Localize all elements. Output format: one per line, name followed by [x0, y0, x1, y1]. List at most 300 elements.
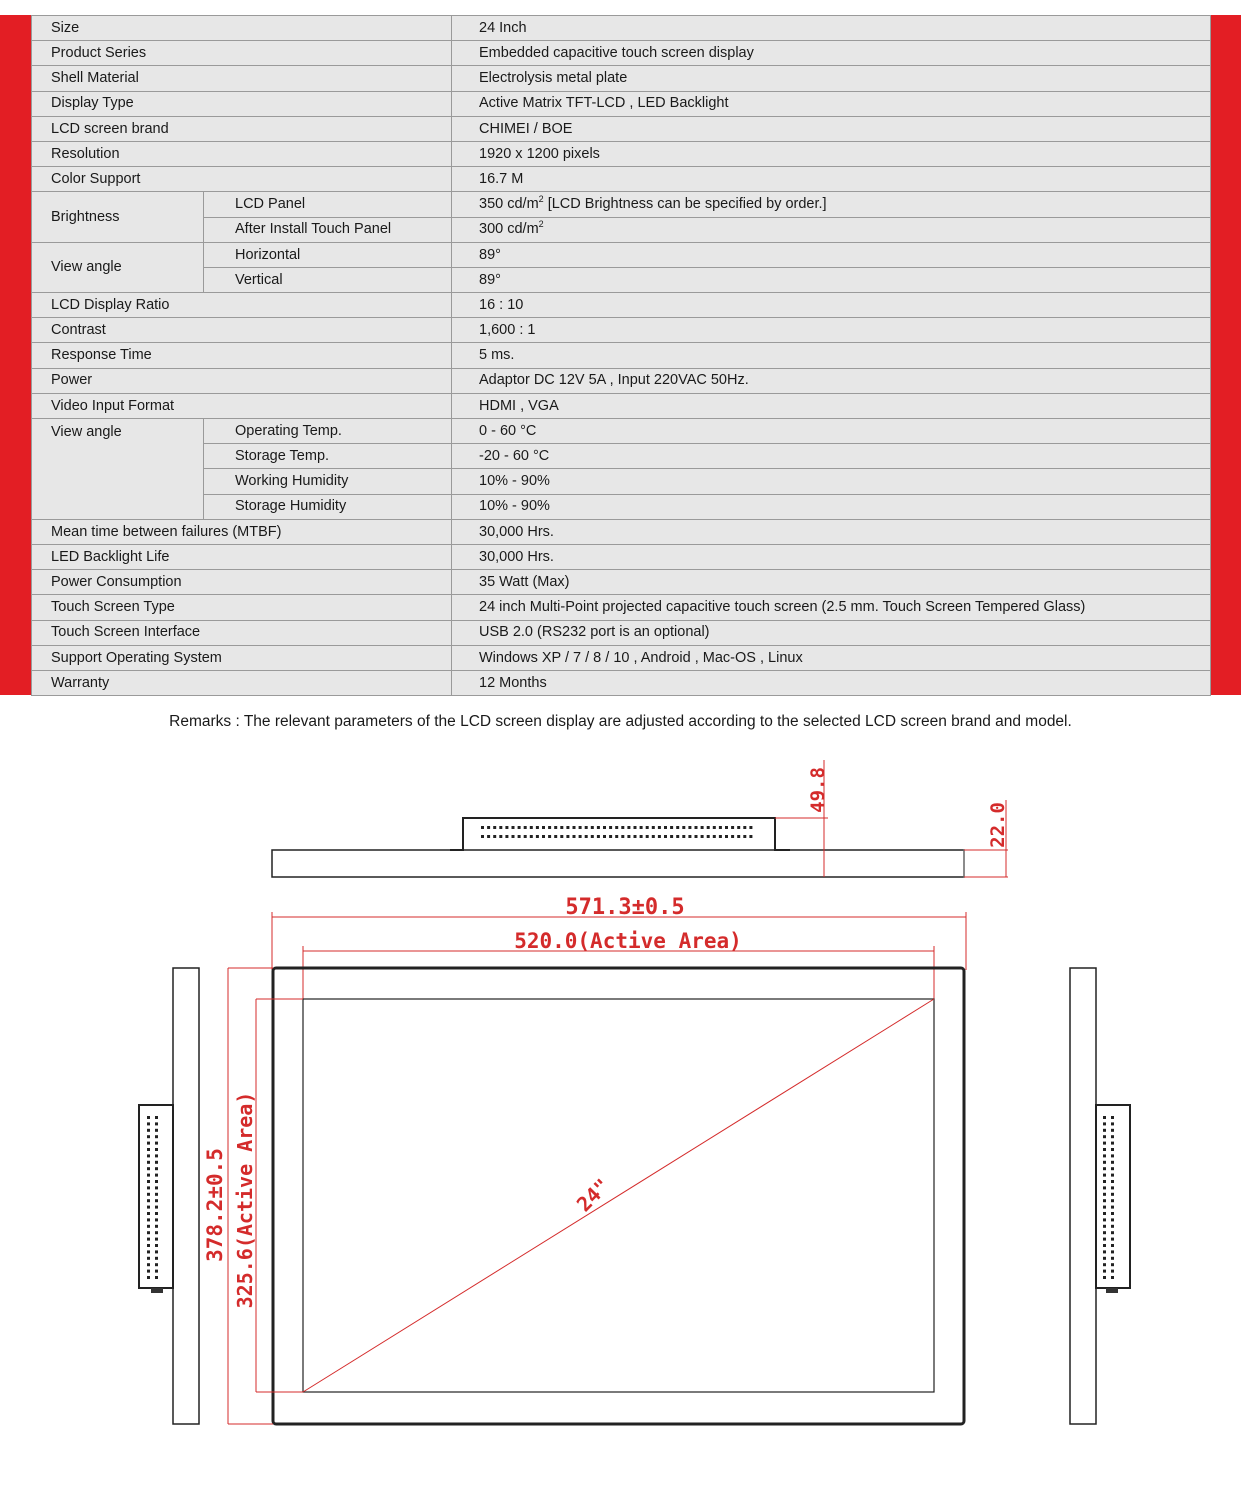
- vent-hole: [1111, 1154, 1114, 1157]
- spec-label: Contrast: [32, 318, 452, 343]
- vent-hole: [487, 835, 490, 838]
- vent-hole: [1103, 1129, 1106, 1132]
- table-row: [32, 595, 1211, 620]
- spec-value: 12 Months: [452, 670, 1211, 695]
- vent-hole: [670, 835, 673, 838]
- vent-hole: [676, 835, 679, 838]
- vent-hole: [518, 826, 521, 829]
- vent-hole: [579, 826, 582, 829]
- vent-hole: [743, 826, 746, 829]
- vent-hole: [627, 835, 630, 838]
- vent-hole: [147, 1238, 150, 1241]
- vent-hole: [1111, 1167, 1114, 1170]
- vent-hole: [615, 835, 618, 838]
- spec-value: 89°: [452, 267, 1211, 292]
- depth-panel-label: 22.0: [987, 802, 1009, 848]
- vent-hole: [737, 826, 740, 829]
- vent-hole: [1103, 1199, 1106, 1202]
- vent-hole: [719, 835, 722, 838]
- spec-value: USB 2.0 (RS232 port is an optional): [452, 620, 1211, 645]
- table-row: [32, 670, 1211, 695]
- left-side-vent-holes: [147, 1116, 158, 1279]
- vent-hole: [155, 1193, 158, 1196]
- vent-hole: [1111, 1238, 1114, 1241]
- vent-hole: [560, 835, 563, 838]
- vent-hole: [1111, 1142, 1114, 1145]
- vent-hole: [609, 826, 612, 829]
- vent-hole: [155, 1206, 158, 1209]
- vent-hole: [147, 1135, 150, 1138]
- vent-hole: [731, 835, 734, 838]
- right-red-bar: [1210, 15, 1241, 695]
- vent-hole: [566, 835, 569, 838]
- vent-hole: [155, 1225, 158, 1228]
- vent-hole: [701, 835, 704, 838]
- vent-hole: [652, 835, 655, 838]
- vent-hole: [1111, 1231, 1114, 1234]
- table-row: [32, 419, 1211, 444]
- vent-hole: [1103, 1135, 1106, 1138]
- table-row: [32, 91, 1211, 116]
- table-row: [32, 469, 1211, 494]
- table-row: [32, 116, 1211, 141]
- right-side-connector: [1106, 1288, 1118, 1293]
- vent-hole: [1103, 1206, 1106, 1209]
- vent-hole: [147, 1167, 150, 1170]
- vent-hole: [147, 1122, 150, 1125]
- table-row: [32, 293, 1211, 318]
- vent-hole: [640, 826, 643, 829]
- vent-hole: [155, 1167, 158, 1170]
- vent-hole: [524, 826, 527, 829]
- height-total-label: 378.2±0.5: [203, 1148, 227, 1262]
- vent-hole: [652, 826, 655, 829]
- vent-hole: [155, 1129, 158, 1132]
- spec-value: 5 ms.: [452, 343, 1211, 368]
- dimension-drawing: [0, 740, 1241, 1500]
- vent-hole: [603, 826, 606, 829]
- spec-value: [452, 217, 1211, 242]
- vent-hole: [634, 826, 637, 829]
- vent-hole: [155, 1238, 158, 1241]
- spec-value: 1920 x 1200 pixels: [452, 141, 1211, 166]
- vent-hole: [147, 1129, 150, 1132]
- spec-sub-label: Horizontal: [204, 242, 452, 267]
- vent-hole: [147, 1154, 150, 1157]
- vent-hole: [155, 1212, 158, 1215]
- spec-value: 1,600 : 1: [452, 318, 1211, 343]
- table-row: [32, 494, 1211, 519]
- vent-hole: [597, 835, 600, 838]
- vent-hole: [155, 1263, 158, 1266]
- spec-value: Windows XP / 7 / 8 / 10 , Android , Mac-OS , Linux: [452, 645, 1211, 670]
- vent-hole: [147, 1225, 150, 1228]
- spec-label: Support Operating System: [32, 645, 452, 670]
- vent-hole: [147, 1186, 150, 1189]
- vent-hole: [1103, 1250, 1106, 1253]
- vent-hole: [147, 1250, 150, 1253]
- vent-hole: [530, 835, 533, 838]
- spec-sub-label: Storage Humidity: [204, 494, 452, 519]
- spec-value: Electrolysis metal plate: [452, 66, 1211, 91]
- spec-value: 16 : 10: [452, 293, 1211, 318]
- vent-hole: [1103, 1116, 1106, 1119]
- vent-hole: [147, 1142, 150, 1145]
- spec-value: [452, 192, 1211, 217]
- vent-hole: [731, 826, 734, 829]
- left-side-connector: [151, 1288, 163, 1293]
- vent-hole: [147, 1218, 150, 1221]
- vent-hole: [155, 1270, 158, 1273]
- vent-hole: [664, 835, 667, 838]
- vent-hole: [1111, 1174, 1114, 1177]
- table-row: [32, 242, 1211, 267]
- vent-hole: [585, 835, 588, 838]
- vent-hole: [627, 826, 630, 829]
- vent-hole: [646, 826, 649, 829]
- vent-hole: [640, 835, 643, 838]
- vent-hole: [147, 1257, 150, 1260]
- spec-sub-label: Operating Temp.: [204, 419, 452, 444]
- vent-hole: [155, 1186, 158, 1189]
- top-view: [272, 818, 1006, 877]
- vent-hole: [1103, 1276, 1106, 1279]
- vent-hole: [155, 1199, 158, 1202]
- table-row: [32, 519, 1211, 544]
- spec-label: Product Series: [32, 41, 452, 66]
- vent-hole: [701, 826, 704, 829]
- spec-label: Color Support: [32, 167, 452, 192]
- spec-value: 35 Watt (Max): [452, 570, 1211, 595]
- vent-hole: [147, 1199, 150, 1202]
- spec-value: HDMI , VGA: [452, 393, 1211, 418]
- vent-hole: [566, 826, 569, 829]
- table-row: [32, 167, 1211, 192]
- vent-hole: [1111, 1193, 1114, 1196]
- vent-hole: [688, 835, 691, 838]
- vent-hole: [155, 1231, 158, 1234]
- vent-hole: [695, 835, 698, 838]
- vent-hole: [147, 1231, 150, 1234]
- table-row: [32, 217, 1211, 242]
- table-row: [32, 620, 1211, 645]
- spec-sub-label: Storage Temp.: [204, 444, 452, 469]
- vent-hole: [1111, 1250, 1114, 1253]
- top-view-bezel-edge: [964, 850, 1006, 877]
- vent-hole: [658, 826, 661, 829]
- vent-hole: [591, 835, 594, 838]
- spec-label: Power Consumption: [32, 570, 452, 595]
- vent-hole: [573, 826, 576, 829]
- spec-sub-label: Vertical: [204, 267, 452, 292]
- vent-hole: [1111, 1180, 1114, 1183]
- vent-hole: [682, 826, 685, 829]
- vent-hole: [155, 1142, 158, 1145]
- table-row: [32, 393, 1211, 418]
- vent-hole: [542, 835, 545, 838]
- vent-hole: [1103, 1154, 1106, 1157]
- width-active-label: 520.0(Active Area): [514, 929, 742, 953]
- vent-hole: [147, 1270, 150, 1273]
- spec-label: Size: [32, 16, 452, 41]
- vent-hole: [646, 835, 649, 838]
- spec-value: Adaptor DC 12V 5A , Input 220VAC 50Hz.: [452, 368, 1211, 393]
- vent-hole: [554, 835, 557, 838]
- remarks-note: Remarks : The relevant parameters of the LCD screen display are adjusted according to the selected LCD screen brand and model.: [169, 713, 1072, 730]
- table-row: [32, 192, 1211, 217]
- vent-hole: [155, 1244, 158, 1247]
- left-red-bar: [0, 15, 31, 695]
- vent-hole: [1111, 1244, 1114, 1247]
- vent-hole: [1111, 1129, 1114, 1132]
- vent-hole: [1111, 1276, 1114, 1279]
- vent-hole: [1103, 1193, 1106, 1196]
- vent-hole: [536, 826, 539, 829]
- spec-label: Touch Screen Type: [32, 595, 452, 620]
- vent-hole: [1111, 1270, 1114, 1273]
- vent-hole: [147, 1180, 150, 1183]
- table-row: [32, 645, 1211, 670]
- vent-hole: [603, 835, 606, 838]
- spec-value: 30,000 Hrs.: [452, 519, 1211, 544]
- vent-hole: [155, 1148, 158, 1151]
- vent-hole: [634, 835, 637, 838]
- vent-hole: [548, 835, 551, 838]
- spec-label: Warranty: [32, 670, 452, 695]
- vent-hole: [1103, 1212, 1106, 1215]
- diagonal-label: 24": [571, 1173, 615, 1217]
- spec-group-label: Brightness: [32, 192, 204, 242]
- vent-hole: [621, 835, 624, 838]
- vent-hole: [1103, 1270, 1106, 1273]
- vent-hole: [493, 835, 496, 838]
- vent-hole: [147, 1161, 150, 1164]
- vent-hole: [155, 1174, 158, 1177]
- vent-hole: [1111, 1206, 1114, 1209]
- vent-hole: [560, 826, 563, 829]
- spec-sub-label: After Install Touch Panel: [204, 217, 452, 242]
- spec-value: Active Matrix TFT-LCD , LED Backlight: [452, 91, 1211, 116]
- vent-hole: [1103, 1263, 1106, 1266]
- vent-hole: [147, 1206, 150, 1209]
- top-view-panel: [272, 850, 964, 877]
- vent-hole: [155, 1116, 158, 1119]
- spec-value-text: 350 cd/m: [479, 196, 539, 213]
- vent-hole: [749, 826, 752, 829]
- vent-hole: [147, 1193, 150, 1196]
- table-row: [32, 41, 1211, 66]
- spec-label: Resolution: [32, 141, 452, 166]
- vent-hole: [695, 826, 698, 829]
- table-row: [32, 66, 1211, 91]
- vent-hole: [1111, 1263, 1114, 1266]
- right-side-view: [1070, 968, 1130, 1424]
- vent-hole: [155, 1218, 158, 1221]
- vent-hole: [1103, 1148, 1106, 1151]
- vent-hole: [1111, 1116, 1114, 1119]
- vent-hole: [1111, 1218, 1114, 1221]
- spec-label: Video Input Format: [32, 393, 452, 418]
- vent-hole: [1111, 1148, 1114, 1151]
- spec-value: 10% - 90%: [452, 469, 1211, 494]
- spec-label: LCD Display Ratio: [32, 293, 452, 318]
- vent-hole: [664, 826, 667, 829]
- vent-hole: [609, 835, 612, 838]
- vent-hole: [1103, 1161, 1106, 1164]
- superscript: 2: [538, 219, 544, 230]
- vent-hole: [155, 1180, 158, 1183]
- vent-hole: [713, 835, 716, 838]
- vent-hole: [597, 826, 600, 829]
- vent-hole: [147, 1263, 150, 1266]
- diagonal-line: [303, 999, 934, 1392]
- vent-hole: [1103, 1231, 1106, 1234]
- vent-hole: [743, 835, 746, 838]
- table-row: [32, 544, 1211, 569]
- spec-value: CHIMEI / BOE: [452, 116, 1211, 141]
- vent-hole: [676, 826, 679, 829]
- vent-hole: [573, 835, 576, 838]
- left-side-bracket: [139, 1105, 173, 1288]
- vent-hole: [499, 835, 502, 838]
- spec-group-label: View angle: [32, 419, 204, 520]
- spec-value-text: 300 cd/m: [479, 221, 539, 238]
- vent-hole: [1103, 1257, 1106, 1260]
- spec-value: 24 Inch: [452, 16, 1211, 41]
- spec-group-label: View angle: [32, 242, 204, 292]
- vent-hole: [1111, 1212, 1114, 1215]
- spec-label: Display Type: [32, 91, 452, 116]
- table-row: [32, 368, 1211, 393]
- vent-hole: [512, 835, 515, 838]
- vent-hole: [670, 826, 673, 829]
- vent-hole: [1111, 1161, 1114, 1164]
- vent-hole: [1103, 1180, 1106, 1183]
- vent-hole: [1103, 1244, 1106, 1247]
- vent-hole: [155, 1122, 158, 1125]
- left-side-panel: [173, 968, 199, 1424]
- left-side-view: [139, 968, 199, 1424]
- vent-hole: [1111, 1199, 1114, 1202]
- spec-label: LED Backlight Life: [32, 544, 452, 569]
- vent-hole: [542, 826, 545, 829]
- spec-value: Embedded capacitive touch screen display: [452, 41, 1211, 66]
- spec-value: 89°: [452, 242, 1211, 267]
- vent-hole: [155, 1276, 158, 1279]
- table-row: [32, 570, 1211, 595]
- spec-label: LCD screen brand: [32, 116, 452, 141]
- vent-hole: [707, 826, 710, 829]
- vent-hole: [1111, 1257, 1114, 1260]
- spec-table: [31, 15, 1211, 696]
- right-side-vent-holes: [1103, 1116, 1114, 1279]
- width-total-label: 571.3±0.5: [565, 895, 685, 920]
- table-row: [32, 318, 1211, 343]
- vent-hole: [155, 1135, 158, 1138]
- vent-hole: [481, 826, 484, 829]
- vent-hole: [155, 1154, 158, 1157]
- vent-hole: [1103, 1142, 1106, 1145]
- vent-hole: [499, 826, 502, 829]
- vent-hole: [621, 826, 624, 829]
- spec-value: 30,000 Hrs.: [452, 544, 1211, 569]
- vent-hole: [713, 826, 716, 829]
- table-row: [32, 343, 1211, 368]
- vent-hole: [155, 1161, 158, 1164]
- vent-hole: [719, 826, 722, 829]
- vent-hole: [615, 826, 618, 829]
- table-row: [32, 16, 1211, 41]
- spec-label: Touch Screen Interface: [32, 620, 452, 645]
- vent-hole: [481, 835, 484, 838]
- vent-hole: [518, 835, 521, 838]
- vent-hole: [1111, 1225, 1114, 1228]
- vent-hole: [1103, 1186, 1106, 1189]
- superscript: 2: [538, 194, 544, 205]
- vent-hole: [155, 1257, 158, 1260]
- vent-hole: [707, 835, 710, 838]
- table-row: [32, 267, 1211, 292]
- width-dimension-lines: [272, 912, 966, 1000]
- spec-value: 16.7 M: [452, 167, 1211, 192]
- vent-hole: [147, 1276, 150, 1279]
- vent-hole: [1111, 1135, 1114, 1138]
- vent-hole: [1111, 1186, 1114, 1189]
- vent-hole: [688, 826, 691, 829]
- vent-hole: [1103, 1167, 1106, 1170]
- right-side-bracket: [1096, 1105, 1130, 1288]
- vent-hole: [737, 835, 740, 838]
- vent-hole: [591, 826, 594, 829]
- vent-hole: [147, 1148, 150, 1151]
- vent-hole: [1103, 1122, 1106, 1125]
- vent-hole: [505, 826, 508, 829]
- top-view-vent-holes: [481, 826, 752, 838]
- vent-hole: [505, 835, 508, 838]
- vent-hole: [749, 835, 752, 838]
- vent-hole: [1111, 1122, 1114, 1125]
- vent-hole: [487, 826, 490, 829]
- spec-label: Mean time between failures (MTBF): [32, 519, 452, 544]
- table-row: [32, 444, 1211, 469]
- height-active-label: 325.6(Active Area): [233, 1091, 257, 1309]
- vent-hole: [548, 826, 551, 829]
- vent-hole: [1103, 1225, 1106, 1228]
- vent-hole: [147, 1244, 150, 1247]
- vent-hole: [658, 835, 661, 838]
- top-view-bracket: [450, 818, 790, 850]
- spec-label: Shell Material: [32, 66, 452, 91]
- vent-hole: [1103, 1238, 1106, 1241]
- spec-value-note: [LCD Brightness can be specified by order.]: [547, 196, 827, 213]
- vent-hole: [512, 826, 515, 829]
- vent-hole: [554, 826, 557, 829]
- table-row: [32, 141, 1211, 166]
- spec-value: 24 inch Multi-Point projected capacitive touch screen (2.5 mm. Touch Screen Tempered Glass): [452, 595, 1211, 620]
- spec-label: Power: [32, 368, 452, 393]
- vent-hole: [1103, 1218, 1106, 1221]
- vent-hole: [579, 835, 582, 838]
- vent-hole: [493, 826, 496, 829]
- vent-hole: [155, 1250, 158, 1253]
- vent-hole: [1103, 1174, 1106, 1177]
- vent-hole: [147, 1174, 150, 1177]
- vent-hole: [725, 826, 728, 829]
- vent-hole: [147, 1212, 150, 1215]
- spec-value: -20 - 60 °C: [452, 444, 1211, 469]
- spec-label: Response Time: [32, 343, 452, 368]
- spec-value: 10% - 90%: [452, 494, 1211, 519]
